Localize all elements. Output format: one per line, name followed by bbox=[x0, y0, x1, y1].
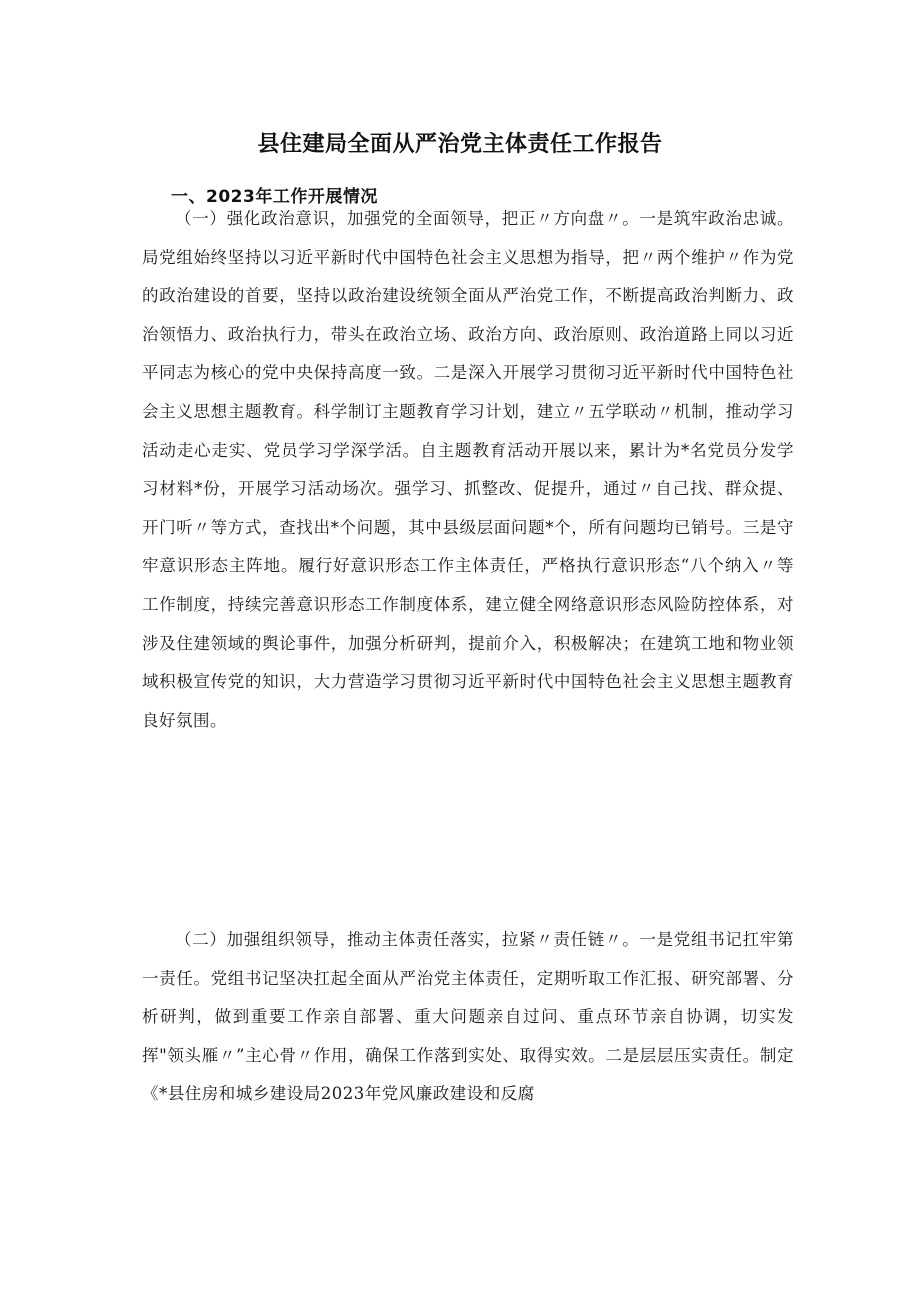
document-title: 县住建局全面从严治党主体责任工作报告 bbox=[257, 132, 663, 157]
body-paragraph: （一）强化政治意识，加强党的全面领导，把正〃方向盘〃。一是筑牢政治忠诚。局党组始终坚持以习近平新时代中国特色社会主义思想为指导，把〃两个维护〃作为党的政治建设的首要，坚持以政治建设统领全面从严治党工作，不断提高政治判断力、政治领悟力、政治执行力，带头在政治立场、政治方向、政治原则、政治道路上同以习近平同志为核心的党中央保持高度一致。二是深入开展学习贯彻习近平新时代中国特色社会主义思想主题教育。科学制订主题教育学习计划，建立〃五学联动〃机制，推动学习活动走心走实、党员学习学深学活。自主题教育活动开展以来，累计为*名党员分发学习材料*份，开展学习活动场次。强学习、抓整改、促提升，通过〃自己找、群众提、开门听〃等方式，查找出*个问题，其中县级层面问题*个，所有问题均已销号。三是守牢意识形态主阵地。履行好意识形态工作主体责任，严格执行意识形态“八个纳入〃等工作制度，持续完善意识形态工作制度体系，建立健全网络意识形态风险防控体系，对涉及住建领域的舆论事件，加强分析研判，提前介入，积极解决；在建筑工地和物业领域积极宣传党的知识，大力营造学习贯彻习近平新时代中国特色社会主义思想主题教育良好氛围。 bbox=[142, 209, 794, 730]
section-heading: 一、2023年工作开展情况 bbox=[171, 187, 378, 207]
body-paragraph: （二）加强组织领导，推动主体责任落实，拉紧〃责任链〃。一是党组书记扛牢第一责任。党组书记坚决扛起全面从严治党主体责任，定期听取工作汇报、研究部署、分析研判，做到重要工作亲自部署、重大问题亲自过问、重点环节亲自协调，切实发挥"领头雁〃”主心骨〃作用，确保工作落到实处、取得实效。二是层层压实责任。制定《*县住房和城乡建设局2023年党风廉政建设和反腐 bbox=[142, 930, 794, 1104]
